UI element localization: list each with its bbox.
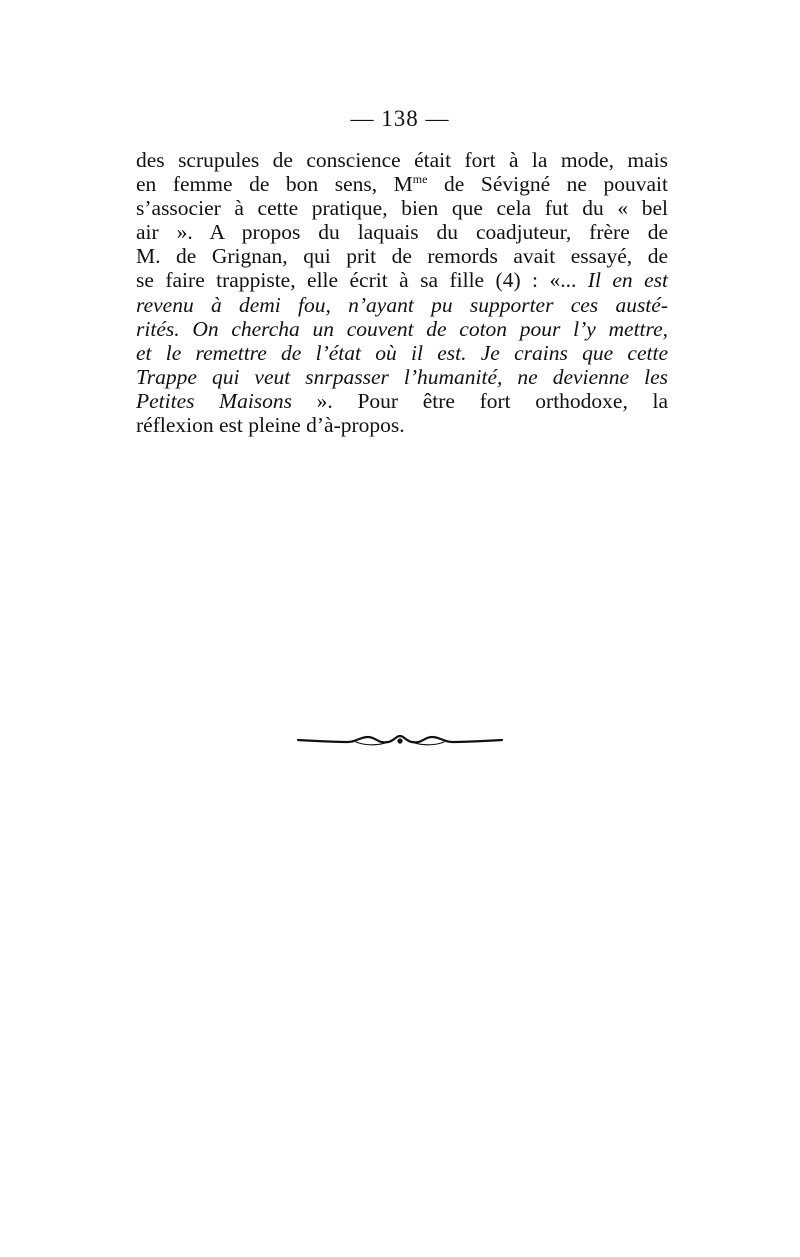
quote-italic-start: Il en est bbox=[587, 268, 668, 293]
text-line-5: M. de Grignan, qui prit de remords avait essayé, de bbox=[136, 244, 668, 269]
text-line-8: rités. On chercha un couvent de coton pour l’y mettre, bbox=[136, 316, 668, 341]
text-line-11: Petites Maisons ». Pour être fort orthodoxe, la bbox=[136, 388, 668, 413]
body-text bbox=[136, 148, 668, 437]
text-line-7: revenu à demi fou, n’ayant pu supporter ces austé- bbox=[136, 292, 668, 317]
page-number: — 138 — bbox=[350, 106, 450, 131]
text-line-4: air ». A propos du laquais du coadjuteur, frère de bbox=[136, 220, 668, 245]
text-line-3: s’associer à cette pratique, bien que cela fut du « bel bbox=[136, 196, 668, 221]
quote-italic-end: Petites Maisons bbox=[136, 388, 293, 413]
text-line-12: réflexion est pleine d’à-propos. bbox=[136, 413, 405, 438]
text-line-10: Trappe qui veut snrpasser l’humanité, ne devienne les bbox=[136, 364, 668, 389]
text-line-1: des scrupules de conscience était fort à la mode, mais bbox=[136, 148, 668, 172]
tail-piece-flourish-icon bbox=[296, 724, 504, 752]
text-line-2: en femme de bon sens, $M^{me}$ de Sévigné ne pouvait bbox=[136, 172, 669, 197]
superscript-me: me bbox=[412, 172, 428, 187]
text-line-9: et le remettre de l’état où il est. Je crains que cette bbox=[136, 340, 668, 365]
text-line-6: se faire trappiste, elle écrit à sa fille (4) : «... Il en est bbox=[136, 268, 668, 293]
